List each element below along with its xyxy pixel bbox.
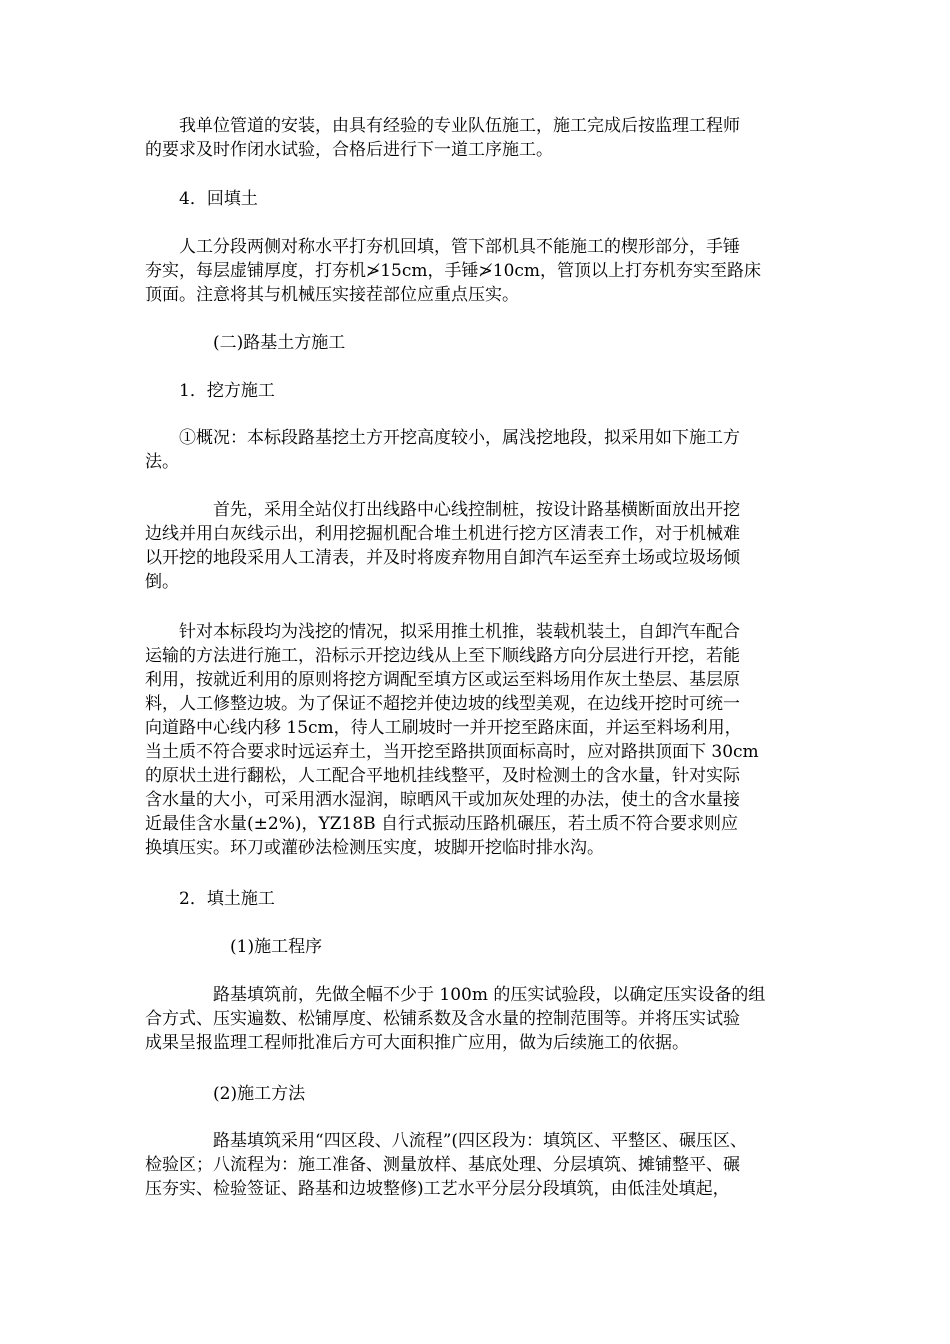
text-line: 顶面。注意将其与机械压实接茬部位应重点压实。 xyxy=(145,285,519,305)
text-line: (二)路基土方施工 xyxy=(145,333,346,353)
text-line: 路基填筑采用“四区段、八流程”(四区段为：填筑区、平整区、碾压区、 xyxy=(145,1131,748,1151)
text-line: 法。 xyxy=(145,452,179,472)
text-line: 路基填筑前，先做全幅不少于 100m 的压实试验段，以确定压实设备的组 xyxy=(145,985,766,1005)
text-line: 首先，采用全站仪打出线路中心线控制桩，按设计路基横断面放出开挖 xyxy=(145,500,740,520)
text-line: 换填压实。环刀或灌砂法检测压实度，坡脚开挖临时排水沟。 xyxy=(145,838,604,858)
section-heading xyxy=(145,1082,815,1106)
text-line: 向道路中心线内移 15cm，待人工刷坡时一并开挖至路床面，并运至料场利用， xyxy=(145,718,742,738)
text-line: (1)施工程序 xyxy=(145,937,323,957)
paragraph xyxy=(145,1129,815,1201)
text-line: 当土质不符合要求时远运弃土，当开挖至路拱顶面标高时，应对路拱顶面下 30cm xyxy=(145,742,759,762)
section-heading xyxy=(145,935,815,959)
text-line: 的原状土进行翻松，人工配合平地机挂线整平，及时检测土的含水量，针对实际 xyxy=(145,766,740,786)
text-line: 含水量的大小，可采用洒水湿润，晾晒风干或加灰处理的办法，使土的含水量接 xyxy=(145,790,740,810)
text-line: 合方式、压实遍数、松铺厚度、松铺系数及含水量的控制范围等。并将压实试验 xyxy=(145,1009,740,1029)
text-line: 以开挖的地段采用人工清表，并及时将废弃物用自卸汽车运至弃土场或垃圾场倾 xyxy=(145,548,740,568)
paragraph xyxy=(145,498,815,594)
paragraph xyxy=(145,114,815,162)
text-line: 运输的方法进行施工，沿标示开挖边线从上至下顺线路方向分层进行开挖，若能 xyxy=(145,646,740,666)
paragraph xyxy=(145,426,815,474)
text-line: 夯实，每层虚铺厚度，打夯机≯15cm，手锤≯10cm，管顶以上打夯机夯实至路床 xyxy=(145,261,762,281)
paragraph xyxy=(145,983,815,1055)
section-heading xyxy=(145,331,815,355)
text-line: 的要求及时作闭水试验，合格后进行下一道工序施工。 xyxy=(145,140,553,160)
section-heading xyxy=(145,887,815,911)
text-line: 压夯实、检验签证、路基和边坡整修)工艺水平分层分段填筑，由低洼处填起， xyxy=(145,1179,730,1199)
text-line: ①概况：本标段路基挖土方开挖高度较小，属浅挖地段，拟采用如下施工方 xyxy=(145,428,740,448)
text-line: 我单位管道的安装，由具有经验的专业队伍施工，施工完成后按监理工程师 xyxy=(145,116,740,136)
text-line: 2．填土施工 xyxy=(145,889,275,909)
text-line: 近最佳含水量(±2%)，YZ18B 自行式振动压路机碾压，若土质不符合要求则应 xyxy=(145,814,739,834)
text-line: 针对本标段均为浅挖的情况，拟采用推土机推，装载机装土，自卸汽车配合 xyxy=(145,622,740,642)
text-line: 1．挖方施工 xyxy=(145,381,275,401)
text-line: 人工分段两侧对称水平打夯机回填，管下部机具不能施工的楔形部分，手锤 xyxy=(145,237,740,257)
paragraph xyxy=(145,235,815,307)
text-line: 4．回填土 xyxy=(145,189,258,209)
text-line: (2)施工方法 xyxy=(145,1084,306,1104)
text-line: 利用，按就近利用的原则将挖方调配至填方区或运至料场用作灰土垫层、基层原 xyxy=(145,670,740,690)
text-line: 倒。 xyxy=(145,572,179,592)
text-line: 边线并用白灰线示出，利用挖掘机配合堆土机进行挖方区清表工作，对于机械难 xyxy=(145,524,740,544)
text-line: 检验区；八流程为：施工准备、测量放样、基底处理、分层填筑、摊铺整平、碾 xyxy=(145,1155,740,1175)
text-line: 料，人工修整边坡。为了保证不超挖并使边坡的线型美观，在边线开挖时可统一 xyxy=(145,694,740,714)
paragraph xyxy=(145,620,815,860)
section-heading xyxy=(145,379,815,403)
section-heading xyxy=(145,187,815,211)
text-line: 成果呈报监理工程师批准后方可大面积推广应用，做为后续施工的依据。 xyxy=(145,1033,689,1053)
